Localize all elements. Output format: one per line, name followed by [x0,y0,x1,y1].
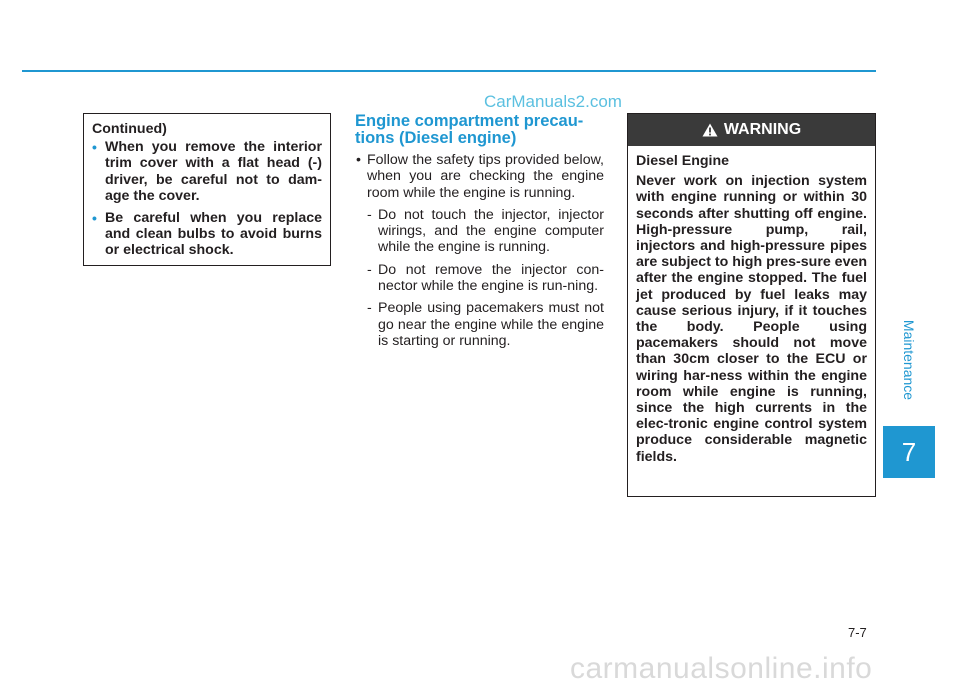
footer-watermark[interactable]: carmanualsonline.info [570,652,873,685]
page-number: 7-7 [848,625,867,640]
warning-box [627,113,876,497]
note-item [92,139,322,204]
warning-header-label: WARNING [723,121,802,138]
top-rule [22,70,876,72]
sub-item [367,300,604,349]
sub-item-text: Do not touch the injector, injector wirings, and the engine computer while the engine is running. [378,206,604,256]
warning-triangle-icon [702,123,718,137]
bullet-dot-icon: • [92,139,97,156]
warning-content [628,146,875,465]
dash-icon: - [367,206,372,223]
warning-title: Diesel Engine [636,153,730,169]
dash-icon: - [367,300,372,317]
note-item-text: When you remove the interior trim cover with a flat head (-) driver, be careful not to dam-age the cover. [105,139,322,204]
sub-list [356,207,604,349]
sub-item-text: Do not remove the injector con-nector while the engine is run-ning. [378,261,604,295]
section-bullet-text: Follow the safety tips provided below, when you are checking the engine room while the engine is running. [367,152,604,201]
note-head: Continued) [92,121,167,137]
note-item [92,210,322,259]
bullet-dot-icon: • [92,210,97,227]
section-body [356,152,604,355]
chapter-side-label [883,300,935,420]
watermark-top[interactable]: CarManuals2.com [484,92,622,111]
section-title: Engine compartment precau-tions (Diesel engine) [355,112,584,147]
bullet-dot-icon: • [356,152,361,168]
sub-item [367,207,604,256]
chapter-side-label-text: Maintenance [901,319,917,401]
warning-header [628,114,875,146]
section-bullet [356,152,604,201]
warning-text: Never work on injection system with engine running or within 30 seconds after shutting off engine. High-pressure pump, rail, injectors and high-pressure pipes are subject to high pres-sure even after the engine stopped. The fuel jet produced by fuel leaks may cause serious injury, if it touches the body. People using pacemakers should not move than 30cm closer to the ECU or wiring har-ness within the engine room while engine is running, since the high currents in the elec-tronic engine control system produce considerable magnetic fields. [636,173,868,465]
dash-icon: - [367,261,372,278]
chapter-tab: 7 [883,426,935,478]
note-list [92,139,322,258]
sub-item-text: People using pacemakers must not go near the engine while the engine is starting or running. [378,300,604,349]
note-item-text: Be careful when you replace and clean bulbs to avoid burns or electrical shock. [105,210,322,259]
sub-item [367,262,604,295]
note-box [83,113,331,266]
